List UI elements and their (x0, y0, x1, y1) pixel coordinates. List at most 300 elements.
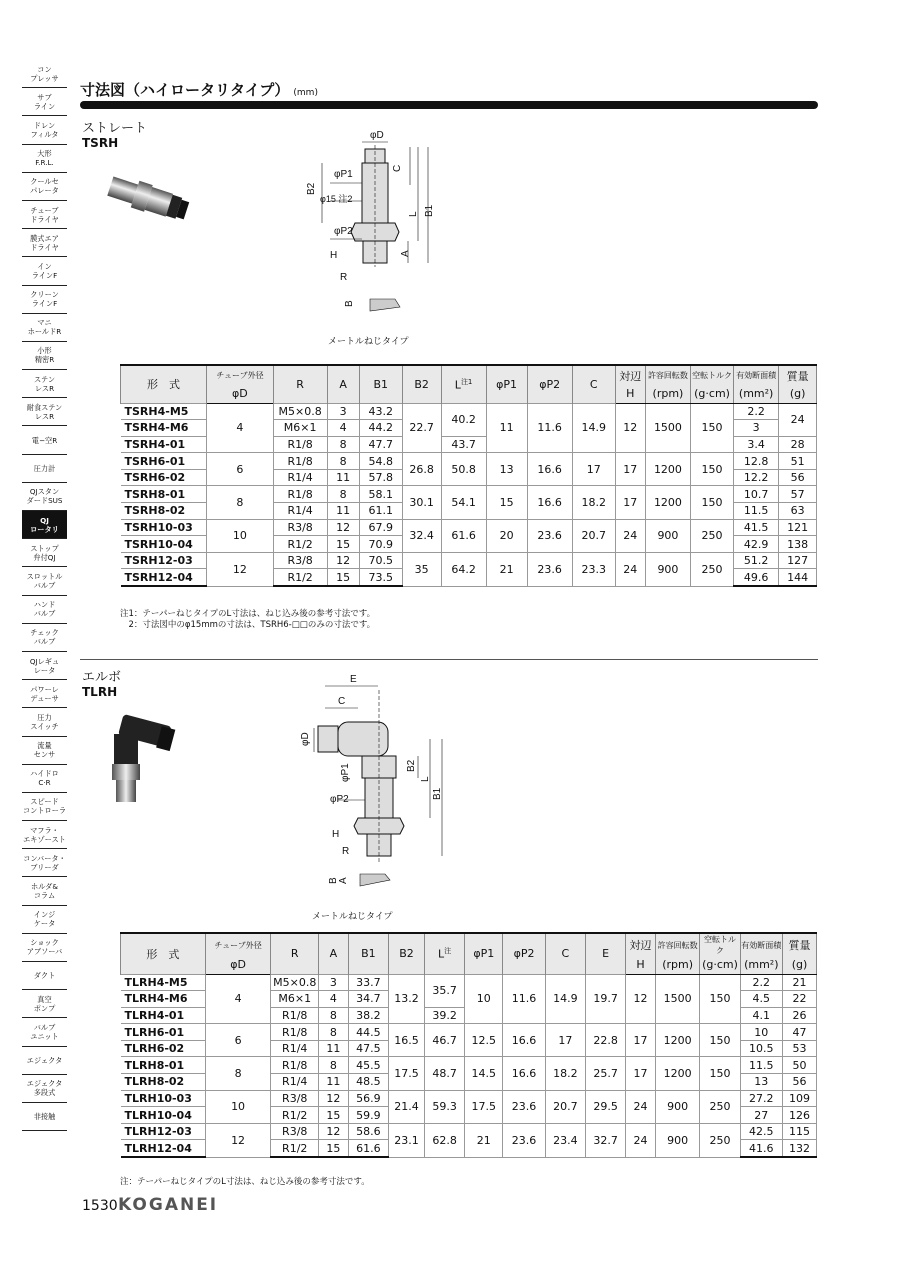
table-cell: 51 (779, 453, 817, 470)
sidebar-item[interactable]: 電−空R (22, 426, 67, 454)
table-cell: 26.8 (402, 453, 441, 486)
table-cell: R1/2 (271, 1140, 319, 1157)
col-E: E (585, 933, 625, 974)
table-cell: 42.5 (740, 1123, 782, 1140)
table-row (121, 1024, 817, 1041)
table-cell: 12 (327, 519, 359, 536)
table-cell: 73.5 (359, 569, 402, 586)
table-cell: 6 (205, 1024, 271, 1057)
table-cell: 11 (319, 1074, 349, 1091)
diagram-label-B1: B1 (432, 787, 443, 800)
table-cell: R1/8 (273, 486, 327, 503)
table-cell: 13 (486, 453, 527, 486)
straight-spec-table (120, 364, 817, 587)
table-cell: 250 (700, 1090, 740, 1123)
table-cell: 150 (691, 486, 734, 519)
table-cell: TSRH8-01 (121, 486, 207, 503)
table-cell: R1/4 (273, 469, 327, 486)
sidebar-item[interactable]: コン プレッサ (22, 60, 67, 88)
table-cell: 63 (779, 503, 817, 520)
table-cell: TLRH8-02 (121, 1074, 206, 1091)
diagram-label-A: A (400, 250, 411, 257)
table-cell: TSRH6-01 (121, 453, 207, 470)
sidebar-item[interactable]: 圧力 スイッチ (22, 708, 67, 736)
sidebar-item[interactable]: エジェクタ 多段式 (22, 1075, 67, 1103)
table-cell: 13.2 (388, 974, 424, 1024)
table-cell: 14.9 (545, 974, 585, 1024)
table-cell: R1/4 (273, 503, 327, 520)
table-cell: 12.2 (734, 469, 779, 486)
table-cell: 47 (782, 1024, 816, 1041)
diagram-label-phiD: φD (370, 130, 384, 141)
table-cell: 12 (207, 552, 274, 586)
table-cell: R1/4 (271, 1074, 319, 1091)
table-cell: 22.7 (402, 403, 441, 453)
col-rpm-sub: (rpm) (645, 385, 690, 403)
table-cell: 43.2 (359, 403, 402, 420)
page-title: 寸法図（ハイロータリタイプ） (80, 81, 290, 99)
table-cell: 21 (782, 974, 816, 991)
sidebar-item[interactable]: 大形 F.R.L. (22, 145, 67, 173)
sidebar-item[interactable]: ストップ 弁付QJ (22, 539, 67, 567)
diagram-label-R: R (340, 272, 348, 283)
table-cell: 15 (319, 1140, 349, 1157)
col-P2: φP2 (503, 933, 545, 974)
col-B1: B1 (359, 365, 402, 403)
table-cell: 45.5 (348, 1057, 388, 1074)
elbow-dimension-diagram (290, 672, 460, 887)
table-cell: 16.6 (503, 1024, 545, 1057)
table-cell: 23.6 (503, 1090, 545, 1123)
straight-notes: 注1：テーパーねじタイプのL寸法は、ねじ込み後の参考寸法です。 2：寸法図中のφ15mmの寸法は、TSRH6-□□のみの寸法です。 (120, 609, 376, 630)
table-cell: 54.8 (359, 453, 402, 470)
table-cell: M5×0.8 (271, 974, 319, 991)
diagram-label-H: H (330, 250, 338, 261)
table-cell: 47.7 (359, 436, 402, 453)
table-cell: 12.8 (734, 453, 779, 470)
category-sidebar (22, 60, 67, 1131)
table-cell: TLRH4-01 (121, 1007, 206, 1024)
table-cell: 24 (626, 1123, 656, 1157)
col-area-sub: (mm²) (734, 385, 779, 403)
col-rpm: 許容回転数 (645, 365, 690, 385)
table-cell: 17 (615, 453, 645, 486)
table-cell: 20 (486, 519, 527, 552)
col-C: C (572, 365, 615, 403)
col-R: R (271, 933, 319, 974)
sidebar-item[interactable]: ステン レスR (22, 370, 67, 398)
table-cell: TLRH12-04 (121, 1140, 206, 1157)
col-B1: B1 (348, 933, 388, 974)
table-cell: 12 (615, 403, 645, 453)
col-B2: B2 (402, 365, 441, 403)
table-cell: 900 (655, 1123, 699, 1157)
table-cell: R1/8 (273, 436, 327, 453)
table-cell: 16.6 (503, 1057, 545, 1090)
section-straight-code: TSRH (82, 136, 119, 150)
table-cell: 250 (700, 1123, 740, 1157)
sidebar-item[interactable]: ドレン フィルタ (22, 116, 67, 144)
table-cell: 17 (545, 1024, 585, 1057)
table-cell: M5×0.8 (273, 403, 327, 420)
table-cell: 1200 (655, 1024, 699, 1057)
table-cell: 23.4 (545, 1123, 585, 1157)
sidebar-item[interactable]: 真空 ポンプ (22, 990, 67, 1018)
table-cell: 24 (615, 552, 645, 586)
table-cell: 23.1 (388, 1123, 424, 1157)
table-cell: 28 (779, 436, 817, 453)
col-H-sub: H (615, 385, 645, 403)
sidebar-item[interactable]: QJ ロータリ (22, 511, 67, 539)
table-cell: 900 (645, 519, 690, 552)
table-cell: TSRH8-02 (121, 503, 207, 520)
table-cell: 3.4 (734, 436, 779, 453)
page-header (80, 79, 318, 100)
table-cell: 23.6 (503, 1123, 545, 1157)
diagram-label-B: B (328, 877, 339, 884)
table-cell: 58.6 (348, 1123, 388, 1140)
table-cell: 8 (319, 1007, 349, 1024)
table-cell: 8 (327, 436, 359, 453)
table-row (121, 552, 817, 569)
table-cell: 115 (782, 1123, 816, 1140)
table-cell: 70.9 (359, 536, 402, 553)
table-cell: 10 (465, 974, 503, 1024)
col-P1: φP1 (486, 365, 527, 403)
table-cell: 62.8 (424, 1123, 464, 1157)
table-cell: 900 (645, 552, 690, 586)
table-cell: TLRH4-M5 (121, 974, 206, 991)
table-cell: 17 (615, 486, 645, 519)
sidebar-item[interactable]: 小形 精密R (22, 342, 67, 370)
sidebar-item[interactable]: イン ラインF (22, 257, 67, 285)
sidebar-item[interactable]: QJレギュ レータ (22, 652, 67, 680)
col-rpm: 許容回転数 (655, 933, 699, 956)
sidebar-item[interactable]: ショック アブソーバ (22, 934, 67, 962)
table-cell: 18.2 (572, 486, 615, 519)
table-cell: R1/8 (271, 1007, 319, 1024)
table-cell: 32.7 (585, 1123, 625, 1157)
table-cell: R1/2 (273, 569, 327, 586)
table-row (121, 1123, 817, 1140)
table-cell: 250 (691, 552, 734, 586)
sidebar-item[interactable]: コンバータ・ ブリーダ (22, 849, 67, 877)
table-cell: 8 (327, 453, 359, 470)
col-L: $L^{注1}$ (441, 365, 486, 403)
table-cell: 57.8 (359, 469, 402, 486)
table-cell: 30.1 (402, 486, 441, 519)
table-cell: 2.2 (734, 403, 779, 420)
col-area: 有効断面積 (740, 933, 782, 956)
table-cell: 35 (402, 552, 441, 586)
table-cell: 10 (207, 519, 274, 552)
table-cell: M6×1 (271, 991, 319, 1008)
table-cell: 17 (572, 453, 615, 486)
diagram-label-L: L (420, 776, 431, 782)
table-cell: 59.9 (348, 1107, 388, 1124)
sidebar-item[interactable]: ハイドロ C·R (22, 765, 67, 793)
table-cell: 121 (779, 519, 817, 536)
table-cell: 18.2 (545, 1057, 585, 1090)
sidebar-item[interactable]: クールセ パレータ (22, 173, 67, 201)
table-row (121, 519, 817, 536)
col-P1: φP1 (465, 933, 503, 974)
table-cell: TSRH10-04 (121, 536, 207, 553)
diagram-label-B1: B1 (424, 204, 435, 217)
table-cell: 22.8 (585, 1024, 625, 1057)
sidebar-item[interactable]: ダクト (22, 962, 67, 990)
table-cell: R3/8 (273, 519, 327, 536)
sidebar-item[interactable]: ハンド バルブ (22, 596, 67, 624)
table-cell: TLRH6-02 (121, 1040, 206, 1057)
sidebar-item[interactable]: 膜式エア ドライヤ (22, 229, 67, 257)
table-cell: 43.7 (441, 436, 486, 453)
table-cell: 16.6 (527, 453, 572, 486)
table-cell: R3/8 (271, 1090, 319, 1107)
table-cell: 16.6 (527, 486, 572, 519)
table-cell: 17.5 (465, 1090, 503, 1123)
table-cell: 250 (691, 519, 734, 552)
table-cell: 12.5 (465, 1024, 503, 1057)
col-area: 有効断面積 (734, 365, 779, 385)
diagram-label-R: R (342, 846, 350, 857)
table-cell: 4 (205, 974, 271, 1024)
table-cell: R1/2 (271, 1107, 319, 1124)
table-cell: 11.6 (527, 403, 572, 453)
table-cell: 26 (782, 1007, 816, 1024)
col-A: A (319, 933, 349, 974)
sidebar-item[interactable]: QJスタン ダードSUS (22, 483, 67, 511)
table-cell: 39.2 (424, 1007, 464, 1024)
table-cell: TSRH4-M6 (121, 420, 207, 437)
sidebar-item[interactable]: マフラ・ エキゾースト (22, 821, 67, 849)
sidebar-item[interactable]: チューブ ドライヤ (22, 201, 67, 229)
table-cell: TSRH6-02 (121, 469, 207, 486)
table-cell: 70.5 (359, 552, 402, 569)
elbow-spec-table (120, 932, 817, 1158)
table-cell: R1/8 (273, 453, 327, 470)
table-cell: 41.5 (734, 519, 779, 536)
table-cell: 38.2 (348, 1007, 388, 1024)
col-area-sub: (mm²) (740, 956, 782, 974)
diagram-label-H: H (332, 829, 340, 840)
sidebar-item[interactable]: マニ ホールドR (22, 314, 67, 342)
table-cell: 10.7 (734, 486, 779, 503)
table-cell: 29.5 (585, 1090, 625, 1123)
table-cell: 41.6 (740, 1140, 782, 1157)
col-L: $L^注$ (424, 933, 464, 974)
title-underline (80, 101, 818, 109)
table-cell: 12 (626, 974, 656, 1024)
table-cell: TSRH12-03 (121, 552, 207, 569)
col-L-note: 注 (444, 947, 452, 956)
table-cell: 25.7 (585, 1057, 625, 1090)
table-cell: 15 (486, 486, 527, 519)
col-mass-sub: (g) (779, 385, 817, 403)
table-cell: 11 (486, 403, 527, 453)
table-cell: 49.6 (734, 569, 779, 586)
table-cell: 50.8 (441, 453, 486, 486)
table-cell: 24 (626, 1090, 656, 1123)
col-P2: φP2 (527, 365, 572, 403)
table-cell: 4 (207, 403, 274, 453)
table-cell: R1/8 (271, 1057, 319, 1074)
col-B2: B2 (388, 933, 424, 974)
diagram-label-phiP1: φP1 (334, 169, 353, 180)
sidebar-item[interactable]: 非接触 (22, 1103, 67, 1131)
table-cell: 10 (740, 1024, 782, 1041)
col-model: 形 式 (121, 365, 207, 403)
section-divider (80, 659, 818, 660)
table-cell: 3 (734, 420, 779, 437)
brand-logo: KOGANEI (118, 1195, 219, 1215)
table-cell: 23.6 (527, 519, 572, 552)
table-cell: 1200 (645, 486, 690, 519)
straight-diagram-caption: メートルねじタイプ (328, 337, 409, 347)
diagram-label-B2: B2 (306, 182, 317, 195)
table-cell: 10 (205, 1090, 271, 1123)
table-cell: 11 (327, 469, 359, 486)
table-cell: TSRH4-M5 (121, 403, 207, 420)
table-cell: 42.9 (734, 536, 779, 553)
table-cell: 150 (700, 1057, 740, 1090)
table-cell: 34.7 (348, 991, 388, 1008)
col-mass-sub: (g) (782, 956, 816, 974)
table-cell: 12 (319, 1123, 349, 1140)
straight-dimension-diagram (300, 127, 450, 342)
sidebar-item[interactable]: バルブ ユニット (22, 1018, 67, 1046)
table-cell: 27.2 (740, 1090, 782, 1107)
table-cell: 109 (782, 1090, 816, 1107)
sidebar-item[interactable]: インジ ケータ (22, 906, 67, 934)
table-cell: 58.1 (359, 486, 402, 503)
table-cell: 138 (779, 536, 817, 553)
col-torque: 空転トルク (691, 365, 734, 385)
col-tube-sub: φD (205, 956, 271, 974)
table-cell: R1/4 (271, 1040, 319, 1057)
table-cell: 15 (319, 1107, 349, 1124)
straight-product-photo (100, 165, 200, 235)
table-cell: 150 (700, 1024, 740, 1057)
diagram-label-phi15: φ15 注2 (320, 194, 353, 204)
table-cell: 40.2 (441, 403, 486, 436)
table-cell: TLRH4-M6 (121, 991, 206, 1008)
diagram-label-E: E (350, 674, 357, 685)
col-mass: 質量 (779, 365, 817, 385)
diagram-label-B: B (344, 300, 355, 307)
table-cell: 150 (691, 403, 734, 453)
sidebar-item[interactable]: 流量 センサ (22, 737, 67, 765)
table-cell: 46.7 (424, 1024, 464, 1057)
sidebar-item[interactable]: サブ ライン (22, 88, 67, 116)
page-number: 1530 (82, 1198, 118, 1214)
table-cell: 1500 (645, 403, 690, 453)
table-cell: R1/2 (273, 536, 327, 553)
table-cell: 11.5 (734, 503, 779, 520)
col-model: 形 式 (121, 933, 206, 974)
elbow-notes: 注：テーパーねじタイプのL寸法は、ねじ込み後の参考寸法です。 (120, 1177, 370, 1187)
table-cell: 53 (782, 1040, 816, 1057)
table-cell: TLRH10-03 (121, 1090, 206, 1107)
col-torque: 空転トルク (700, 933, 740, 956)
table-cell: 900 (655, 1090, 699, 1123)
table-cell: 24 (779, 403, 817, 436)
col-torque-sub: (g·cm) (700, 956, 740, 974)
table-cell: 127 (779, 552, 817, 569)
table-cell: 12 (319, 1090, 349, 1107)
col-tube: チューブ外径 (207, 365, 274, 385)
col-tube-sub: φD (207, 385, 274, 403)
section-elbow-code: TLRH (82, 685, 118, 699)
table-cell: M6×1 (273, 420, 327, 437)
table-cell: 19.7 (585, 974, 625, 1024)
table-cell: 44.2 (359, 420, 402, 437)
table-cell: TLRH8-01 (121, 1057, 206, 1074)
table-cell: 35.7 (424, 974, 464, 1007)
sidebar-item[interactable]: ホルダ& コラム (22, 877, 67, 905)
table-cell: 27 (740, 1107, 782, 1124)
col-tube: チューブ外径 (205, 933, 271, 956)
table-cell: 6 (207, 453, 274, 486)
sidebar-item[interactable]: 耐食ステン レスR (22, 398, 67, 426)
table-cell: 8 (205, 1057, 271, 1090)
table-cell: 48.7 (424, 1057, 464, 1090)
table-cell: TSRH10-03 (121, 519, 207, 536)
table-cell: 3 (319, 974, 349, 991)
col-R: R (273, 365, 327, 403)
diagram-label-L: L (408, 211, 419, 217)
col-rpm-sub: (rpm) (655, 956, 699, 974)
col-H-sub: H (626, 956, 656, 974)
table-row (121, 1057, 817, 1074)
table-cell: 61.1 (359, 503, 402, 520)
diagram-label-phiP1: φP1 (340, 763, 351, 782)
table-cell: 144 (779, 569, 817, 586)
table-cell: 17 (626, 1057, 656, 1090)
table-cell: 150 (700, 974, 740, 1024)
sidebar-item[interactable]: スピード コントローラ (22, 793, 67, 821)
sidebar-item[interactable]: エジェクタ (22, 1047, 67, 1075)
table-cell: 11.5 (740, 1057, 782, 1074)
table-cell: 21 (486, 552, 527, 586)
table-cell: 8 (327, 486, 359, 503)
table-cell: 11 (327, 503, 359, 520)
table-cell: 33.7 (348, 974, 388, 991)
table-cell: 8 (319, 1024, 349, 1041)
table-cell: 8 (207, 486, 274, 519)
table-cell: 59.3 (424, 1090, 464, 1123)
col-A: A (327, 365, 359, 403)
table-cell: 56 (779, 469, 817, 486)
sidebar-item[interactable]: パワーレ デューサ (22, 680, 67, 708)
sidebar-item[interactable]: クリーン ラインF (22, 286, 67, 314)
diagram-label-B2: B2 (406, 759, 417, 772)
table-cell: R3/8 (271, 1123, 319, 1140)
table-cell: 126 (782, 1107, 816, 1124)
table-cell: 61.6 (441, 519, 486, 552)
table-cell: 32.4 (402, 519, 441, 552)
table-cell: 61.6 (348, 1140, 388, 1157)
table-row (121, 403, 817, 420)
table-cell: 1200 (645, 453, 690, 486)
table-cell: 67.9 (359, 519, 402, 536)
sidebar-item[interactable]: スロットル バルブ (22, 567, 67, 595)
diagram-label-phiP2: φP2 (334, 226, 353, 237)
sidebar-item[interactable]: 圧力計 (22, 455, 67, 483)
sidebar-item[interactable]: チェック バルブ (22, 624, 67, 652)
table-cell: 17.5 (388, 1057, 424, 1090)
table-cell: R3/8 (273, 552, 327, 569)
